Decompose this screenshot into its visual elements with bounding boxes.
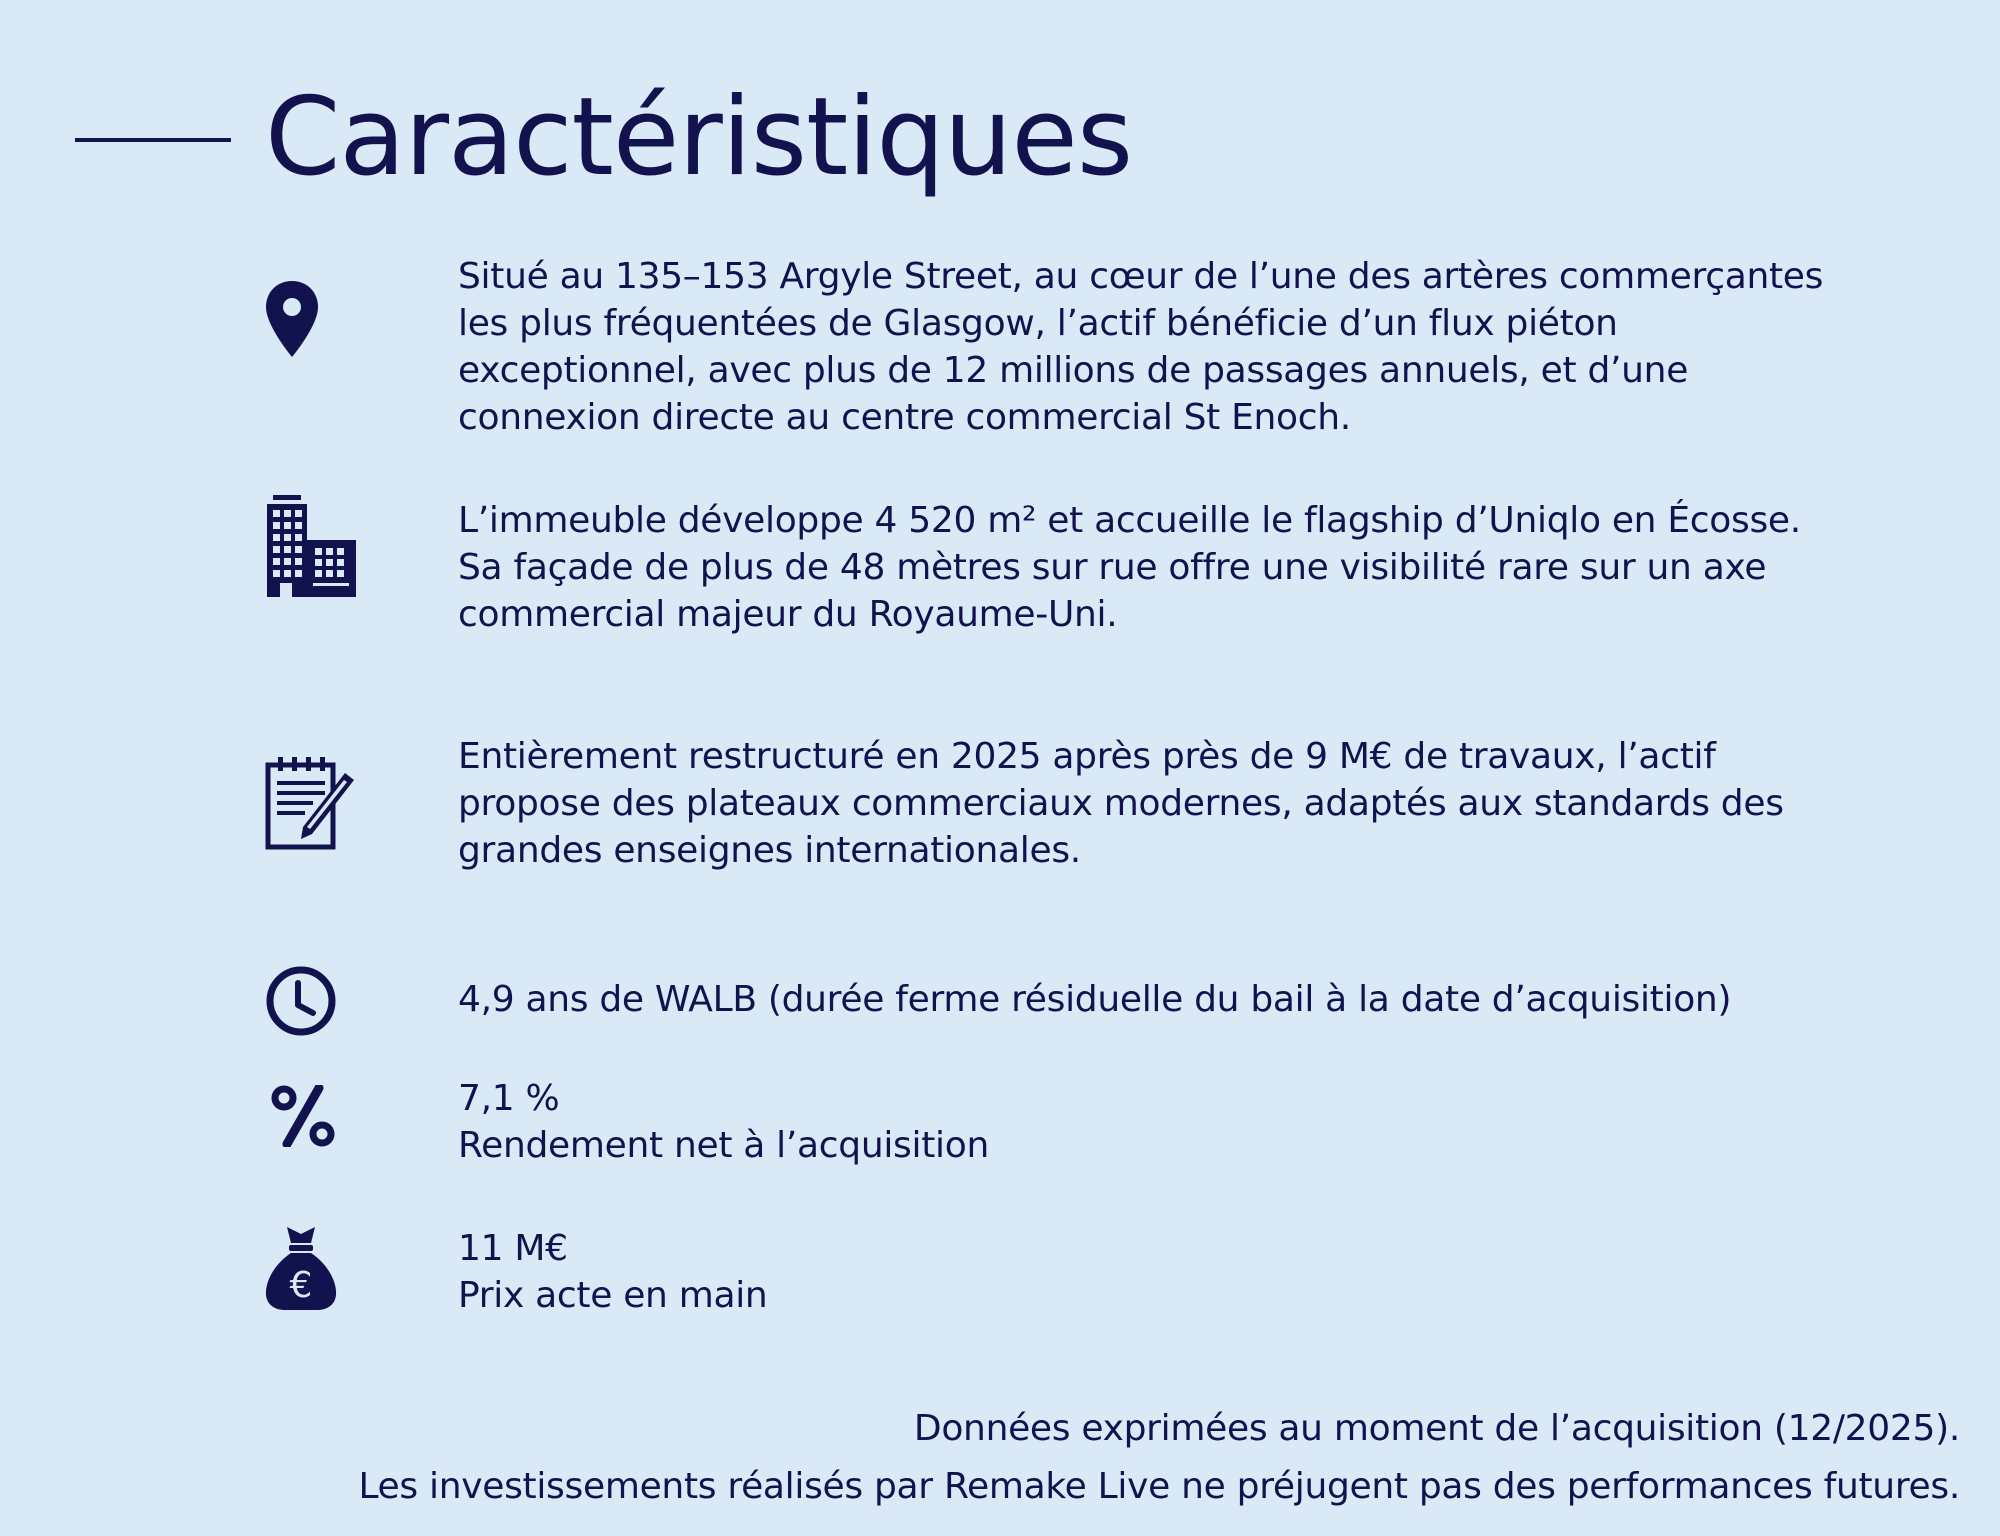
- feature-building-text: [458, 497, 1958, 638]
- euro-money-bag-icon: [265, 1225, 337, 1311]
- feature-line: Entièrement restructuré en 2025 après près de 9 M€ de travaux, l’actif: [458, 736, 1716, 777]
- page-title: Caractéristiques: [265, 75, 1133, 200]
- feature-line: grandes enseignes internationales.: [458, 830, 1081, 871]
- feature-line: 4,9 ans de WALB (durée ferme résiduelle du bail à la date d’acquisition): [458, 979, 1732, 1020]
- clock-icon: [265, 965, 337, 1037]
- feature-price-text: [458, 1225, 1958, 1319]
- footer-warning: Les investissements réalisés par Remake Live ne préjugent pas des performances futures.: [358, 1466, 1960, 1507]
- feature-label: Prix acte en main: [458, 1275, 768, 1316]
- notepad-pencil-icon: [265, 755, 357, 851]
- feature-location-text: [458, 253, 1958, 441]
- footer-note: Données exprimées au moment de l’acquisition (12/2025).: [913, 1408, 1960, 1449]
- office-building-icon: [265, 495, 358, 597]
- feature-value: 11 M€: [458, 1228, 568, 1269]
- feature-line: exceptionnel, avec plus de 12 millions de passages annuels, et d’une: [458, 350, 1689, 391]
- title-rule: [75, 138, 231, 142]
- location-pin-icon: [265, 280, 319, 358]
- feature-line: Situé au 135–153 Argyle Street, au cœur de l’une des artères commerçantes: [458, 256, 1824, 297]
- feature-value: 7,1 %: [458, 1078, 560, 1119]
- feature-line: commercial majeur du Royaume-Uni.: [458, 594, 1118, 635]
- feature-line: connexion directe au centre commercial St Enoch.: [458, 397, 1351, 438]
- feature-line: les plus fréquentées de Glasgow, l’actif bénéficie d’un flux piéton: [458, 303, 1618, 344]
- svg-text:€: €: [289, 1265, 313, 1306]
- feature-line: propose des plateaux commerciaux modernes, adaptés aux standards des: [458, 783, 1784, 824]
- feature-line: Sa façade de plus de 48 mètres sur rue offre une visibilité rare sur un axe: [458, 547, 1767, 588]
- feature-line: L’immeuble développe 4 520 m² et accueille le flagship d’Uniqlo en Écosse.: [458, 500, 1801, 541]
- feature-yield-text: [458, 1075, 1958, 1169]
- footer-disclaimer: [358, 1400, 1960, 1516]
- feature-renovation-text: [458, 733, 1958, 874]
- feature-label: Rendement net à l’acquisition: [458, 1125, 989, 1166]
- percent-icon: [270, 1085, 336, 1147]
- feature-walb-text: [458, 976, 1958, 1023]
